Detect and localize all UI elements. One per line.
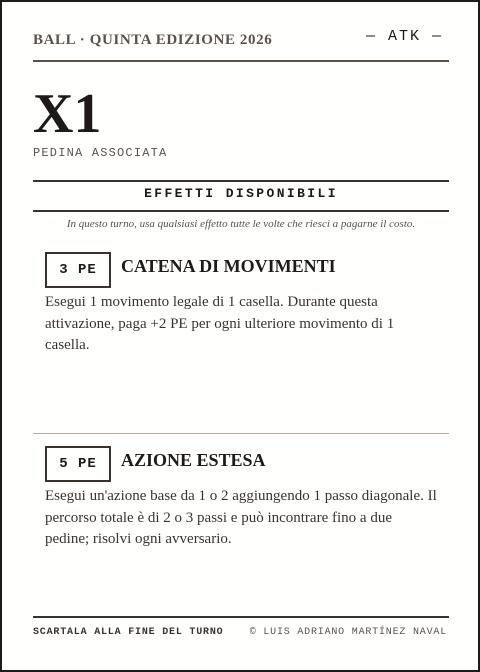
footer-instruction: SCARTALA ALLA FINE DEL TURNO [33,627,224,638]
section-top-divider [33,180,449,182]
effect-divider [33,433,449,434]
footer-copyright: © LUIS ADRIANO MARTÍNEZ NAVAL [249,627,447,638]
effect-name: CATENA DI MOVIMENTI [121,256,336,276]
section-note: In questo turno, usa qualsiasi effetto tutte le volte che riesci a pagarne il costo. [66,218,416,230]
section-title: EFFETTI DISPONIBILI [144,186,338,201]
card-subtitle: PEDINA ASSOCIATA [33,146,168,160]
header-divider [33,60,449,62]
effect-description: Esegui 1 movimento legale di 1 casella. Durante questa attivazione, paga +2 PE per ogni ulteriore movimento di 1 casella. [45,294,395,353]
card-type-tag: — ATK — [366,28,444,45]
footer-divider [33,616,449,618]
effect-name: AZIONE ESTESA [121,450,266,470]
section-bottom-divider [33,210,449,212]
edition-label: BALL · QUINTA EDIZIONE 2026 [33,32,273,48]
effect-cost-badge: 3 PE [45,252,111,288]
effect-description: Esegui un'azione base da 1 o 2 aggiungendo 1 passo diagonale. Il percorso totale è di 2 o 3 passi e può incontrare fino a due pedine; risolvi ogni avversario. [45,488,437,547]
card-code: X1 [33,83,102,145]
effect-cost-badge: 5 PE [45,446,111,482]
